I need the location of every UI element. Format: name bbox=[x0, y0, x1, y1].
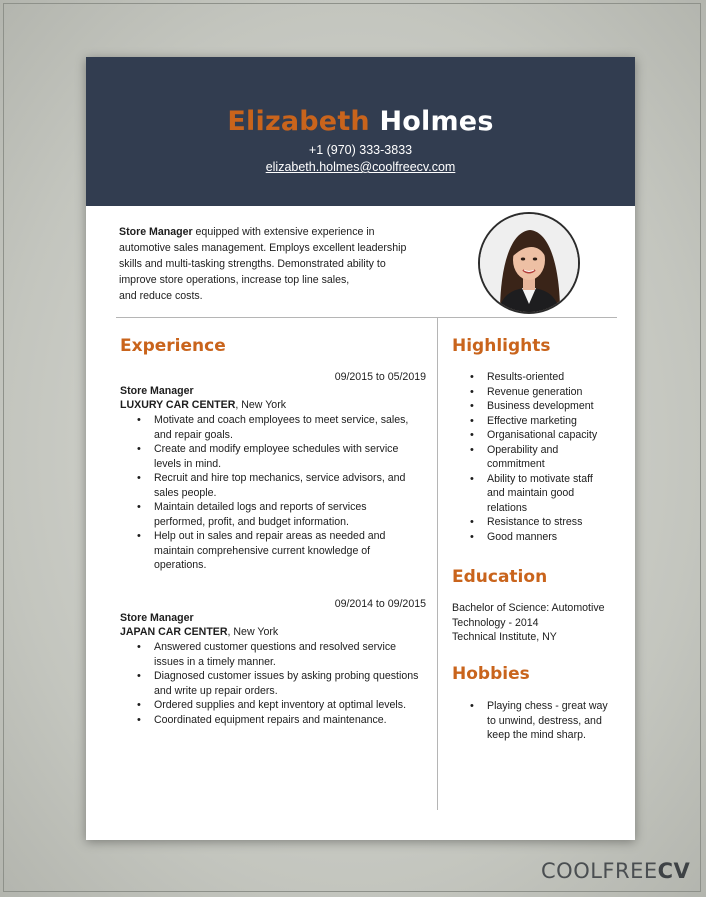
job-duties-list bbox=[137, 413, 427, 573]
list-item: • Good manners bbox=[470, 530, 620, 545]
company-location: , New York bbox=[227, 626, 279, 638]
full-name bbox=[86, 105, 635, 139]
summary-line: improve store operations, increase top line sales, bbox=[119, 274, 350, 286]
vertical-divider bbox=[437, 317, 438, 810]
job-company bbox=[120, 398, 286, 412]
education-line: Bachelor of Science: Automotive bbox=[452, 602, 605, 614]
resume-header bbox=[86, 57, 635, 206]
summary-line: and reduce costs. bbox=[119, 290, 203, 302]
list-item: • Revenue generation bbox=[470, 385, 620, 400]
job-title: Store Manager bbox=[120, 385, 194, 397]
list-item: • Results-oriented bbox=[470, 370, 620, 385]
list-item: • Coordinated equipment repairs and maintenance. bbox=[137, 713, 427, 728]
list-item: • Operability and commitment bbox=[470, 443, 620, 472]
email-link[interactable]: elizabeth.holmes@coolfreecv.com bbox=[265, 160, 456, 174]
list-item: • Answered customer questions and resolved service issues in a timely manner. bbox=[137, 640, 427, 669]
list-item: • Playing chess - great way to unwind, destress, and keep the mind sharp. bbox=[470, 699, 620, 743]
hobbies-list bbox=[470, 699, 620, 743]
hobbies-heading: Hobbies bbox=[452, 664, 530, 684]
summary-line: skills and multi-tasking strengths. Demonstrated ability to bbox=[119, 258, 386, 270]
job-dates: 09/2015 to 05/2019 bbox=[334, 371, 426, 383]
list-item: • Create and modify employee schedules with service levels in mind. bbox=[137, 442, 427, 471]
list-item: • Recruit and hire top mechanics, service advisors, and sales people. bbox=[137, 471, 427, 500]
last-name: Holmes bbox=[379, 106, 494, 137]
company-name: JAPAN CAR CENTER bbox=[120, 626, 228, 638]
job-dates: 09/2014 to 09/2015 bbox=[334, 598, 426, 610]
phone-number: +1 (970) 333-3833 bbox=[308, 143, 413, 157]
resume-sheet bbox=[86, 57, 635, 840]
education-line: Technical Institute, NY bbox=[452, 631, 557, 643]
education-details bbox=[452, 601, 627, 645]
job-company bbox=[120, 625, 278, 639]
horizontal-divider bbox=[116, 317, 617, 318]
profile-photo bbox=[478, 212, 580, 314]
summary-line: equipped with extensive experience in bbox=[192, 226, 375, 238]
job-title: Store Manager bbox=[120, 612, 194, 624]
first-name: Elizabeth bbox=[227, 106, 370, 137]
job-duties-list bbox=[137, 640, 427, 727]
list-item: • Effective marketing bbox=[470, 414, 620, 429]
list-item: • Help out in sales and repair areas as needed and maintain comprehensive current knowledge of operations. bbox=[137, 529, 427, 573]
profile-summary bbox=[119, 224, 424, 304]
education-heading: Education bbox=[452, 567, 548, 587]
list-item: • Resistance to stress bbox=[470, 515, 620, 530]
experience-heading: Experience bbox=[120, 336, 226, 356]
list-item: • Organisational capacity bbox=[470, 428, 620, 443]
list-item: • Motivate and coach employees to meet service, sales, and repair goals. bbox=[137, 413, 427, 442]
summary-role: Store Manager bbox=[119, 226, 193, 238]
coolfreecv-logo: COOLFREECV bbox=[541, 859, 691, 883]
list-item: • Business development bbox=[470, 399, 620, 414]
highlights-heading: Highlights bbox=[452, 336, 551, 356]
portrait-image bbox=[480, 214, 578, 312]
company-location: , New York bbox=[235, 399, 287, 411]
company-name: LUXURY CAR CENTER bbox=[120, 399, 236, 411]
list-item: • Ability to motivate staff and maintain good relations bbox=[470, 472, 620, 516]
list-item: • Diagnosed customer issues by asking probing questions and write up repair orders. bbox=[137, 669, 427, 698]
summary-line: automotive sales management. Employs excellent leadership bbox=[119, 242, 407, 254]
highlights-list bbox=[470, 370, 620, 544]
education-line: Technology - 2014 bbox=[452, 616, 539, 629]
list-item: • Ordered supplies and kept inventory at optimal levels. bbox=[137, 698, 427, 713]
list-item: • Maintain detailed logs and reports of services performed, profit, and budget information. bbox=[137, 500, 427, 529]
